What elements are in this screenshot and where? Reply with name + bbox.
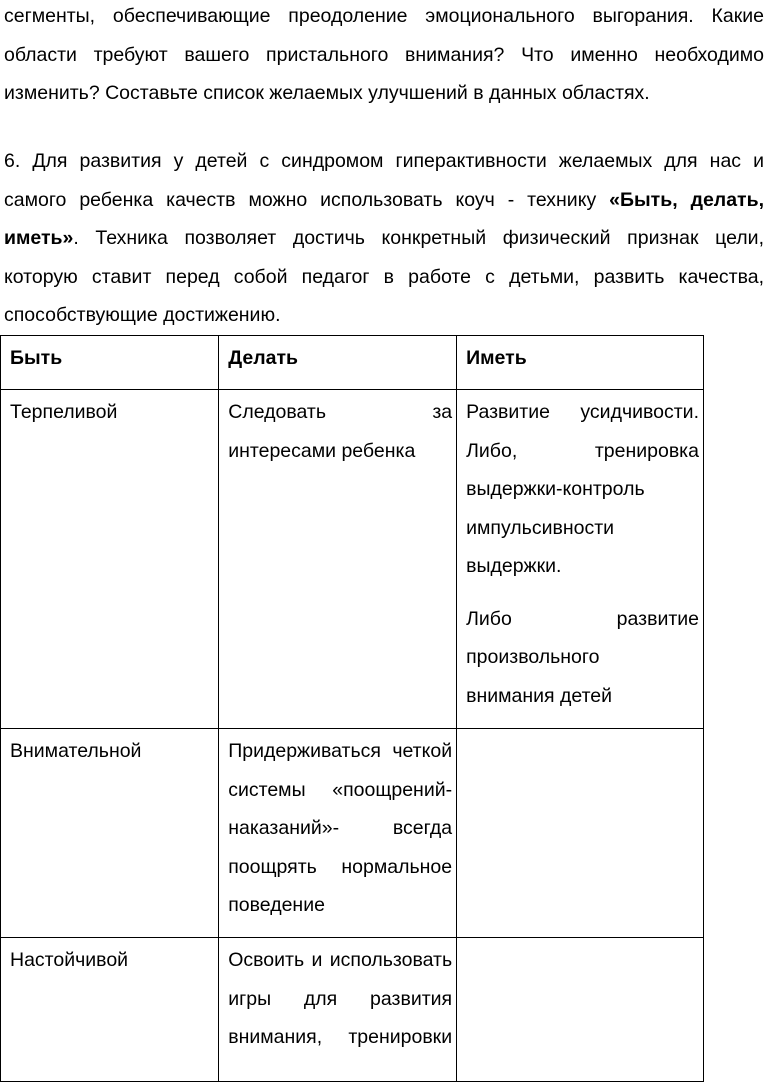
header-have: Иметь [457,336,704,390]
table-row [1,390,704,729]
header-do: Делать [219,336,457,390]
cell-line: Освоить и использовать [228,949,453,971]
cell-line: системы «поощрений- [228,778,453,801]
table-row [1,938,704,1082]
cell-line: Развитие усидчивости. [466,401,699,423]
cell-line: поощрять нормальное [228,855,453,878]
cell-do [219,938,457,1082]
cell-line: интересами ребенка [228,439,416,462]
text-line: способствующие достижению. [4,304,281,326]
cell-do [219,390,457,729]
header-be: Быть [1,336,219,390]
text-run: самого ребенка качеств можно использовать коуч - технику [4,188,610,211]
cell-have [457,938,704,1082]
cell-line: внимания детей [466,684,613,707]
cell-line: Следовать за [228,401,453,423]
cell-have [457,390,704,729]
cell-line: поведение [228,894,325,916]
cell-line: наказаний»- всегда [228,817,453,839]
text-line: изменить? Составьте список желаемых улучшений в данных областях. [4,82,650,104]
cell-line: игры для развития [228,987,453,1010]
text-line: области требуют вашего пристального внимания? Что именно необходимо [4,43,764,66]
cell-line: Либо развитие [466,607,699,630]
cell-have [457,729,704,938]
cell-do [219,729,457,938]
be-do-have-table [0,335,704,1082]
paragraph-technique [4,142,764,335]
table-header-row [1,336,704,390]
text-line [4,181,764,220]
cell-line: выдержки. [466,555,562,577]
text-run: . Техника позволяет достичь конкретный физический признак цели, [73,227,764,249]
cell-be: Настойчивой [1,938,219,1082]
technique-name-bold: «Быть, делать, [609,188,764,211]
text-line: которую ставит перед собой педагог в работе с детьми, развить качества, [4,265,764,288]
cell-line: выдержки-контроль [466,478,645,500]
cell-line: внимания, тренировки [228,1026,453,1048]
cell-be: Терпеливой [1,390,219,729]
technique-name-bold: иметь» [4,227,74,249]
cell-line: произвольного [466,646,600,668]
text-line: 6. Для развития у детей с синдромом гиперактивности желаемых для нас и [4,150,764,172]
paragraph-gap [466,586,699,600]
text-line [4,219,764,258]
cell-line: Либо, тренировка [466,439,699,462]
cell-line: Придерживаться четкой [228,740,453,762]
paragraph-intro [4,0,764,113]
cell-line: импульсивности [466,516,615,539]
text-line: сегменты, обеспечивающие преодоление эмоционального выгорания. Какие [4,5,764,27]
table-row [1,729,704,938]
cell-be: Внимательной [1,729,219,938]
